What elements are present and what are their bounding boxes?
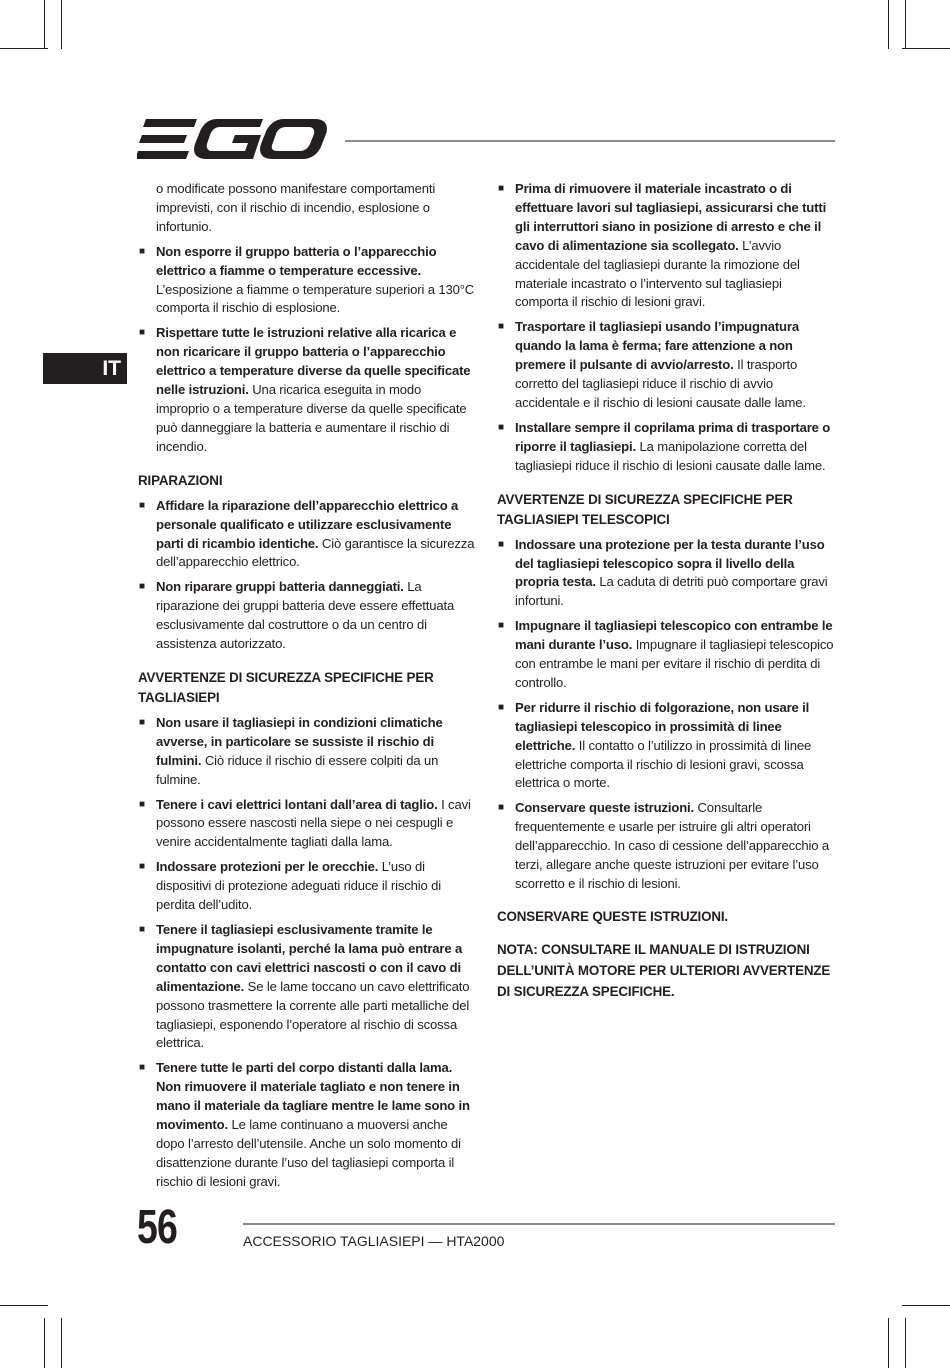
section-heading-telescopic: AVVERTENZE DI SICUREZZA SPECIFICHE PER TAGLIASIEPI TELESCOPICI <box>497 491 793 527</box>
crop-mark <box>902 1305 950 1306</box>
section-heading-hedge-trimmer: AVVERTENZE DI SICUREZZA SPECIFICHE PER TAGLIASIEPI <box>138 669 434 705</box>
save-instructions-heading: CONSERVARE QUESTE ISTRUZIONI. <box>497 908 729 924</box>
bullet-icon: ■ <box>498 321 504 333</box>
list-item: ■ Per ridurre il rischio di folgorazione, non usare il tagliasiepi telescopico in prossimità di linee elettriche. Il contatto o l’utilizzo in prossimità di linee elettriche comporta il rischio di lesioni gravi, scossa elettrica o morte. <box>498 699 812 791</box>
footer-title: ACCESSORIO TAGLIASIEPI — HTA2000 <box>243 1233 505 1249</box>
battery-list <box>138 243 476 457</box>
crop-mark <box>61 1318 62 1368</box>
bullet-icon: ■ <box>139 716 145 728</box>
intro-continuation: o modificate possono manifestare comportamenti imprevisti, con il rischio di incendio, esplosione o infortunio. <box>156 181 436 234</box>
telescopic-list <box>497 536 837 894</box>
list-item: ■ Affidare la riparazione dell’apparecchio elettrico a personale qualificato e utilizzare esclusivamente parti di ricambio identiche. Ciò garantisce la sicurezza dell’apparecchio elettrico. <box>139 497 475 570</box>
bullet-icon: ■ <box>498 183 504 194</box>
ego-logo <box>137 117 327 163</box>
bullet-icon: ■ <box>139 327 145 339</box>
bullet-icon: ■ <box>139 861 145 873</box>
page-number: 56 <box>137 1201 178 1254</box>
bullet-icon: ■ <box>498 620 504 632</box>
hedge-list-continued <box>497 180 837 476</box>
crop-mark <box>905 0 906 49</box>
list-item: ■ Non riparare gruppi batteria danneggiati. La riparazione dei gruppi batteria deve essere effettuata esclusivamente dal costruttore o da un centro di assistenza autorizzato. <box>139 579 455 652</box>
list-item: ■ Indossare protezioni per le orecchie. L’uso di dispositivi di protezione adeguati riduce il rischio di perdita dell’udito. <box>139 859 442 913</box>
bullet-icon: ■ <box>139 1062 145 1074</box>
list-item: ■ Non usare il tagliasiepi in condizioni climatiche avverse, in particolare se sussiste il rischio di fulmini. Ciò riduce il rischio di essere colpiti da un fulmine. <box>139 714 443 787</box>
crop-mark <box>888 0 889 49</box>
bullet-icon: ■ <box>498 701 504 713</box>
right-column <box>497 180 837 1002</box>
crop-mark <box>61 0 62 49</box>
list-item: ■ Prima di rimuovere il materiale incastrato o di effettuare lavori sul tagliasiepi, assicurarsi che tutti gli interruttori siano in posizione di arresto e che il cavo di alimentazione sia scollegato. L’avvio accidentale del tagliasiepi durante la rimozione del materiale incastrato o l’intervento sul tagliasiepi comporta il rischio di lesioni gravi. <box>498 181 827 310</box>
bullet-icon: ■ <box>139 798 145 810</box>
bullet-icon: ■ <box>139 581 145 593</box>
crop-mark <box>44 1318 45 1368</box>
list-item: ■ Conservare queste istruzioni. Consultarle frequentemente e usarle per istruire gli altri operatori dell’apparecchio. In caso di cessione dell’apparecchio a terzi, allegare anche queste istruzioni per evitare l’uso scorretto e il rischio di lesioni. <box>498 800 830 891</box>
bullet-icon: ■ <box>139 245 145 257</box>
crop-mark <box>888 1318 889 1368</box>
language-tab: IT <box>43 353 127 384</box>
header-rule <box>345 140 835 142</box>
hedge-list <box>138 714 476 1192</box>
bullet-icon: ■ <box>139 924 145 935</box>
note-text: NOTA: CONSULTARE IL MANUALE DI ISTRUZIONI DELL’UNITÀ MOTORE PER ULTERIORI AVVERTENZE DI SICUREZZA SPECIFICHE. <box>497 941 831 999</box>
crop-mark <box>44 0 45 49</box>
list-item: ■ Tenere i cavi elettrici lontani dall’area di taglio. I cavi possono essere nascosti nella siepe o nei cespugli e venire accidentalmente tagliati dalla lama. <box>139 796 471 850</box>
crop-mark <box>902 48 950 49</box>
list-item: ■ Trasportare il tagliasiepi usando l’impugnatura quando la lama è ferma; fare attenzione a non premere il pulsante di avvio/arresto. Il trasporto corretto del tagliasiepi riduce il rischio di avvio accidentale e il rischio di lesioni causate dalle lame. <box>498 319 806 410</box>
list-item: ■ Rispettare tutte le istruzioni relative alla ricarica e non ricaricare il gruppo batteria o l’apparecchio elettrico a temperature diverse da quelle specificate nelle istruzioni. Una ricarica eseguita in modo improprio o a temperature diverse da quelle specificate può danneggiare la batteria e aumentare il rischio di incendio. <box>139 325 471 454</box>
section-heading-repairs: RIPARAZIONI <box>138 472 223 488</box>
left-column <box>138 180 476 1198</box>
bullet-icon: ■ <box>498 421 504 433</box>
footer-rule <box>243 1223 835 1225</box>
list-item: ■ Tenere tutte le parti del corpo distanti dalla lama. Non rimuovere il materiale tagliato e non tenere in mano il materiale da tagliare mentre le lame sono in movimento. Le lame continuano a muoversi anche dopo l’arresto dell’utensile. Anche un solo momento di disattenzione durante l’uso del tagliasiepi comporta il rischio di lesioni gravi. <box>139 1060 470 1189</box>
list-item: ■ Indossare una protezione per la testa durante l’uso del tagliasiepi telescopico sopra il livello della propria testa. La caduta di detriti può comportare gravi infortuni. <box>498 536 828 609</box>
crop-mark <box>0 1305 48 1306</box>
bullet-icon: ■ <box>139 499 145 511</box>
crop-mark <box>905 1318 906 1368</box>
repairs-list <box>138 497 476 654</box>
list-item: ■ Tenere il tagliasiepi esclusivamente tramite le impugnature isolanti, perché la lama può entrare a contatto con cavi elettrici nascosti o con il cavo di alimentazione. Se le lame toccano un cavo elettrificato possono trasmettere la corrente alle parti metalliche del tagliasiepi, esponendo l’operatore al rischio di scossa elettrica. <box>139 922 470 1051</box>
list-item: ■ Impugnare il tagliasiepi telescopico con entrambe le mani durante l’uso. Impugnare il tagliasiepi telescopico con entrambe le mani per evitare il rischio di perdita di controllo. <box>498 618 834 690</box>
bullet-icon: ■ <box>498 802 504 814</box>
list-item: ■ Installare sempre il coprilama prima di trasportare o riporre il tagliasiepi. La manipolazione corretta del tagliasiepi riduce il rischio di lesioni causate dalle lame. <box>498 419 831 473</box>
crop-mark <box>0 48 48 49</box>
list-item: ■ Non esporre il gruppo batteria o l’apparecchio elettrico a fiamme o temperature eccessive. L’esposizione a fiamme o temperature superiori a 130°C comporta il rischio di esplosione. <box>139 243 475 316</box>
bullet-icon: ■ <box>498 538 504 550</box>
